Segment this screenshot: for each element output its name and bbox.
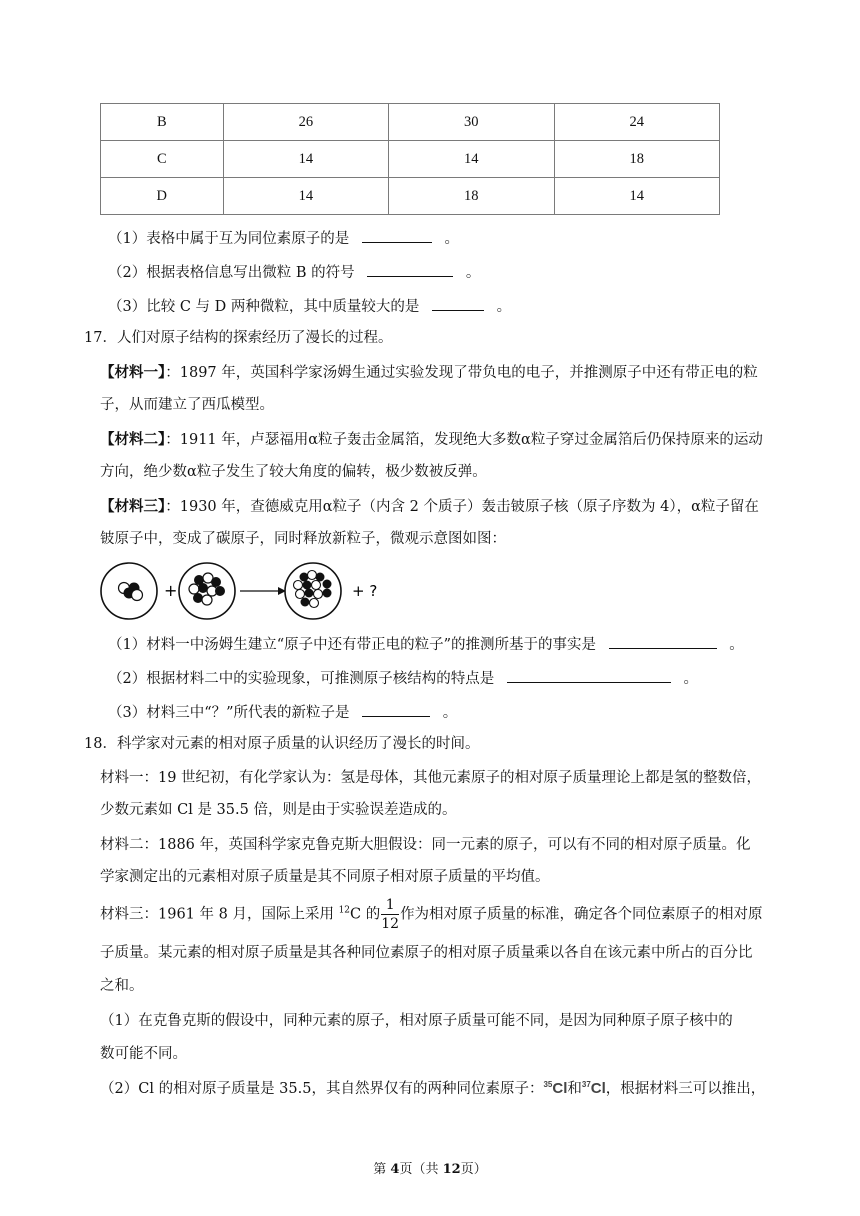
table-cell: 14: [554, 178, 720, 215]
q17-sub1-text: （1）材料一中汤姆生建立“原子中还有带正电的粒子”的推测所基于的事实是: [108, 637, 597, 653]
footer-text: 页）: [460, 1162, 487, 1177]
material-text: 材料三：1961 年 8 月，国际上采用: [100, 906, 339, 923]
proton: [308, 571, 317, 580]
table-row: [101, 141, 720, 178]
q18-material3-line2: 子质量。某元素的相对原子质量是其各种同位素原子的相对原子质量乘以各自在该元素中所占的百分比: [100, 945, 753, 961]
q18-material2-line2: 学家测定出的元素相对原子质量是其不同原子相对原子质量的平均值。: [100, 869, 550, 885]
proton: [314, 590, 323, 599]
table-cell: 18: [389, 178, 554, 215]
neutron: [303, 581, 312, 590]
q18-material3-line3: 之和。: [100, 978, 144, 994]
particle-table-body: [101, 104, 720, 215]
proton: [132, 590, 143, 601]
material-label: 【材料三】: [100, 499, 166, 515]
q16-sub1-text: （1）表格中属于互为同位素原子的是: [108, 231, 350, 247]
fraction-denominator: 12: [381, 916, 400, 932]
material-label: 【材料一】: [100, 365, 166, 381]
and-text: 和: [567, 1081, 582, 1097]
material-text: 作为相对原子质量的标准，确定各个同位素原子的相对原: [400, 906, 763, 923]
table-cell: 18: [554, 141, 720, 178]
chlorine-37-isotope: $^{37}$Cl: [581, 1080, 606, 1097]
period: 。: [683, 671, 698, 687]
footer-text: 页（共: [399, 1162, 443, 1177]
q16-sub3-text: （3）比较 C 与 D 两种微粒，其中质量较大的是: [108, 299, 420, 315]
material-label: 【材料二】: [100, 432, 166, 448]
neutron: [215, 586, 225, 596]
chlorine-35-isotope: $^{35}$Cl: [543, 1080, 568, 1097]
footer-text: 第: [373, 1162, 391, 1177]
q17-sub3: [108, 702, 457, 722]
answer-blank[interactable]: [362, 702, 430, 717]
table-cell: D: [101, 178, 224, 215]
table-row: [101, 178, 720, 215]
proton: [310, 599, 319, 608]
carbon-text: C 的: [350, 906, 381, 923]
table-row: [101, 104, 720, 141]
material-text: ：1897 年，英国科学家汤姆生通过实验发现了带负电的电子，并推测原子中还有带正电的粒: [165, 365, 758, 381]
current-page: 4: [390, 1162, 400, 1177]
period: 。: [442, 705, 458, 721]
table-cell: 26: [223, 104, 388, 141]
q17-sub3-text: （3）材料三中“？”所代表的新粒子是: [108, 705, 350, 721]
neutron: [305, 589, 314, 598]
mass-number: 12: [338, 905, 351, 916]
answer-blank[interactable]: [362, 228, 432, 243]
period: 。: [496, 299, 512, 315]
q16-sub2: [108, 262, 480, 282]
q18-title: 18．科学家对元素的相对原子质量的认识经历了漫长的时间。: [84, 736, 480, 752]
table-cell: 30: [389, 104, 554, 141]
total-pages: 12: [442, 1162, 461, 1177]
table-cell: 24: [554, 104, 720, 141]
plus-unknown: + ?: [352, 582, 378, 600]
proton: [312, 581, 321, 590]
q16-sub1: [108, 228, 459, 248]
particle-table: [100, 103, 720, 215]
q18-sub2-text: （2）Cl 的相对原子质量是 35.5，其自然界仅有的两种同位素原子：: [100, 1081, 544, 1097]
neutron: [193, 593, 203, 603]
q17-title: 17．人们对原子结构的探索经历了漫长的过程。: [84, 330, 393, 346]
answer-blank[interactable]: [367, 262, 453, 277]
answer-blank[interactable]: [507, 668, 671, 683]
q17-sub2: [108, 668, 698, 688]
plus-sign: +: [164, 581, 178, 600]
q18-sub1-line2: 数可能不同。: [100, 1046, 187, 1062]
q16-sub3: [108, 296, 511, 316]
period: 。: [444, 231, 459, 247]
q17-material3-line1: [100, 499, 759, 516]
q18-sub1-line1: （1）在克鲁克斯的假设中，同种元素的原子，相对原子质量可能不同，是因为同种原子原子核中的: [100, 1013, 733, 1029]
q17-sub2-text: （2）根据材料二中的实验现象，可推测原子核结构的特点是: [108, 671, 495, 687]
nuclear-reaction-diagram: [98, 560, 398, 622]
q17-material1-line1: [100, 365, 758, 382]
q18-material1-line2: 少数元素如 Cl 是 35.5 倍，则是由于实验误差造成的。: [100, 802, 457, 818]
proton: [296, 590, 305, 599]
table-cell: B: [101, 104, 224, 141]
table-cell: 14: [389, 141, 554, 178]
fraction: [381, 898, 399, 931]
q18-material1-line1: 材料一：19 世纪初，有化学家认为：氢是母体，其他元素原子的相对原子质量理论上都是氢的整数倍，: [100, 770, 762, 786]
answer-blank[interactable]: [609, 634, 717, 649]
q17-sub1: [108, 634, 744, 654]
proton: [189, 584, 199, 594]
answer-blank[interactable]: [432, 296, 484, 311]
q18-material3-line1: [100, 898, 763, 931]
table-cell: 14: [223, 178, 388, 215]
table-cell: 14: [223, 141, 388, 178]
period: 。: [729, 637, 744, 653]
neutron: [323, 589, 332, 598]
q17-material2-line2: 方向，绝少数α粒子发生了较大角度的偏转，极少数被反弹。: [100, 464, 487, 480]
neutron: [323, 580, 332, 589]
fraction-numerator: 1: [381, 898, 399, 915]
q17-material1-line2: 子，从而建立了西瓜模型。: [100, 397, 274, 413]
q18-sub2: [100, 1080, 765, 1098]
table-cell: C: [101, 141, 224, 178]
proton: [202, 595, 212, 605]
q18-sub2-text-end: ，根据材料三可以推出，: [605, 1081, 766, 1097]
q18-material2-line1: 材料二：1886 年，英国科学家克鲁克斯大胆假设：同一元素的原子，可以有不同的相对原子质量。化: [100, 837, 751, 853]
neutron: [301, 598, 310, 607]
material-text: ：1911 年，卢瑟福用α粒子轰击金属箔，发现绝大多数α粒子穿过金属箔后仍保持原来的运动: [165, 432, 763, 448]
q16-sub2-text: （2）根据表格信息写出微粒 B 的符号: [108, 265, 355, 281]
material-text: ：1930 年，查德威克用α粒子（内含 2 个质子）轰击铍原子核（原子序数为 4），α粒子留在: [165, 499, 759, 515]
q17-material3-line2: 铍原子中，变成了碳原子，同时释放新粒子，微观示意图如图：: [100, 531, 506, 547]
proton: [294, 581, 303, 590]
period: 。: [465, 265, 481, 281]
page-footer: [0, 1158, 860, 1177]
q17-material2-line1: [100, 432, 763, 449]
